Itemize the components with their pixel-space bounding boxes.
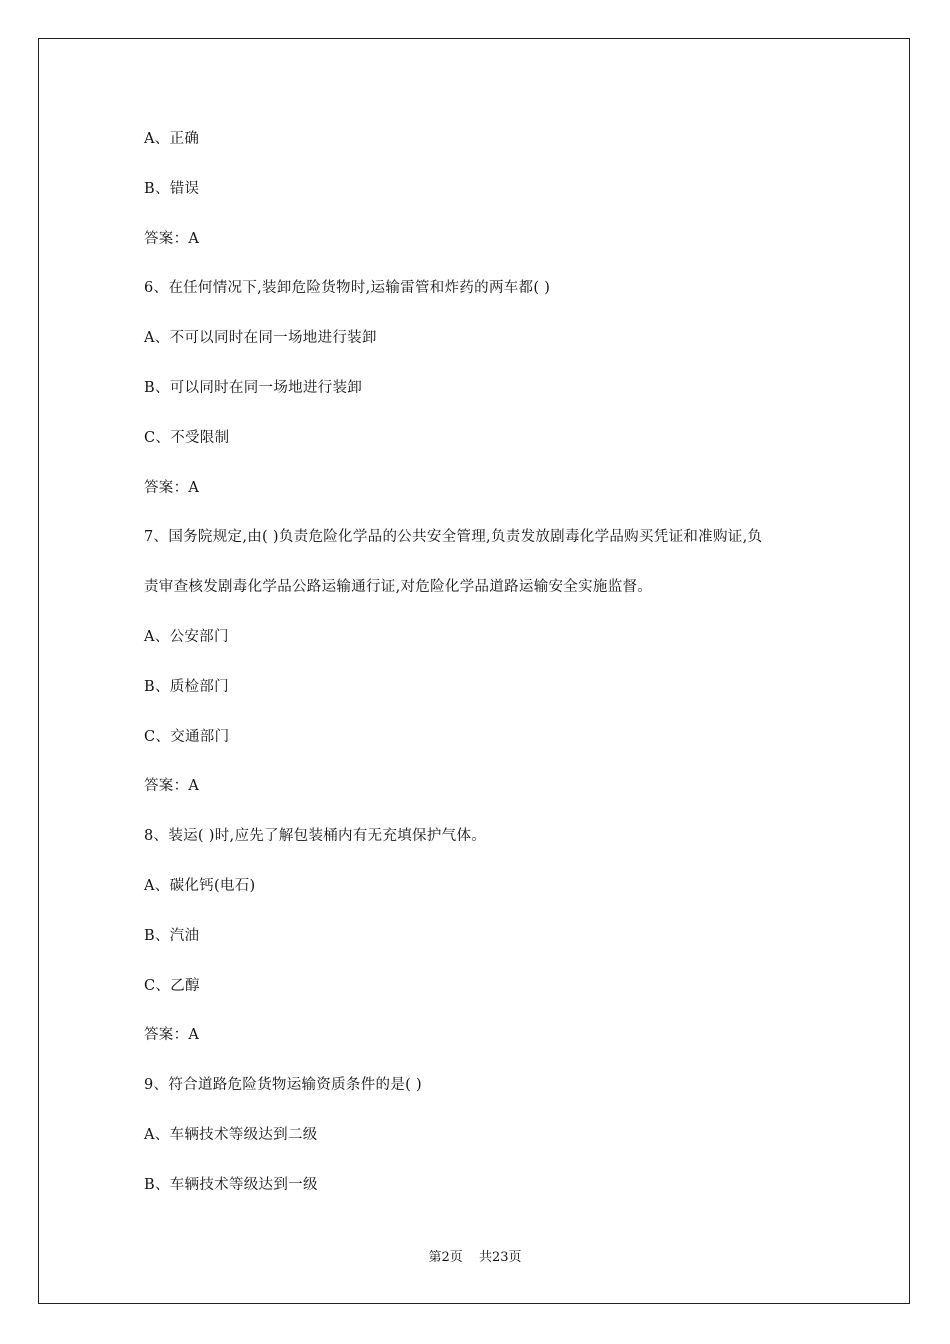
question-8-option-a: A、碳化钙(电石) — [144, 877, 256, 894]
answer-6: 答案：A — [144, 479, 200, 496]
question-8: 8、装运( )时,应先了解包装桶内有无充填保护气体。 — [144, 828, 487, 845]
answer-8: 答案：A — [144, 1027, 200, 1044]
question-9-option-b: B、车辆技术等级达到一级 — [144, 1176, 318, 1193]
question-7-option-a: A、公安部门 — [144, 628, 229, 645]
question-8-option-c: C、乙醇 — [144, 977, 200, 994]
question-7-option-c: C、交通部门 — [144, 728, 230, 745]
question-9-option-a: A、车辆技术等级达到二级 — [144, 1126, 318, 1143]
page-footer — [0, 1246, 950, 1265]
answer-5: 答案：A — [144, 230, 200, 247]
question-6-option-c: C、不受限制 — [144, 429, 230, 446]
question-7-option-b: B、质检部门 — [144, 678, 229, 695]
question-8-option-b: B、汽油 — [144, 927, 200, 944]
answer-7: 答案：A — [144, 778, 200, 795]
question-6: 6、在任何情况下,装卸危险货物时,运输雷管和炸药的两车都( ) — [144, 280, 551, 297]
question-6-option-b: B、可以同时在同一场地进行装卸 — [144, 379, 363, 396]
option-a-correct: A、正确 — [144, 131, 200, 147]
page-number: 第2页 — [428, 1250, 463, 1265]
page-total: 共23页 — [478, 1250, 522, 1265]
question-6-option-a: A、不可以同时在同一场地进行装卸 — [144, 330, 377, 347]
question-7-line-1: 7、国务院规定,由( )负责危险化学品的公共安全管理,负责发放剧毒化学品购买凭证和准购证,负 — [144, 529, 763, 546]
question-9: 9、符合道路危险货物运输资质条件的是( ) — [144, 1077, 422, 1094]
option-b-wrong: B、错误 — [144, 180, 200, 197]
document-body — [144, 126, 824, 1222]
question-7-line-2: 责审查核发剧毒化学品公路运输通行证,对危险化学品道路运输安全实施监督。 — [144, 579, 653, 596]
